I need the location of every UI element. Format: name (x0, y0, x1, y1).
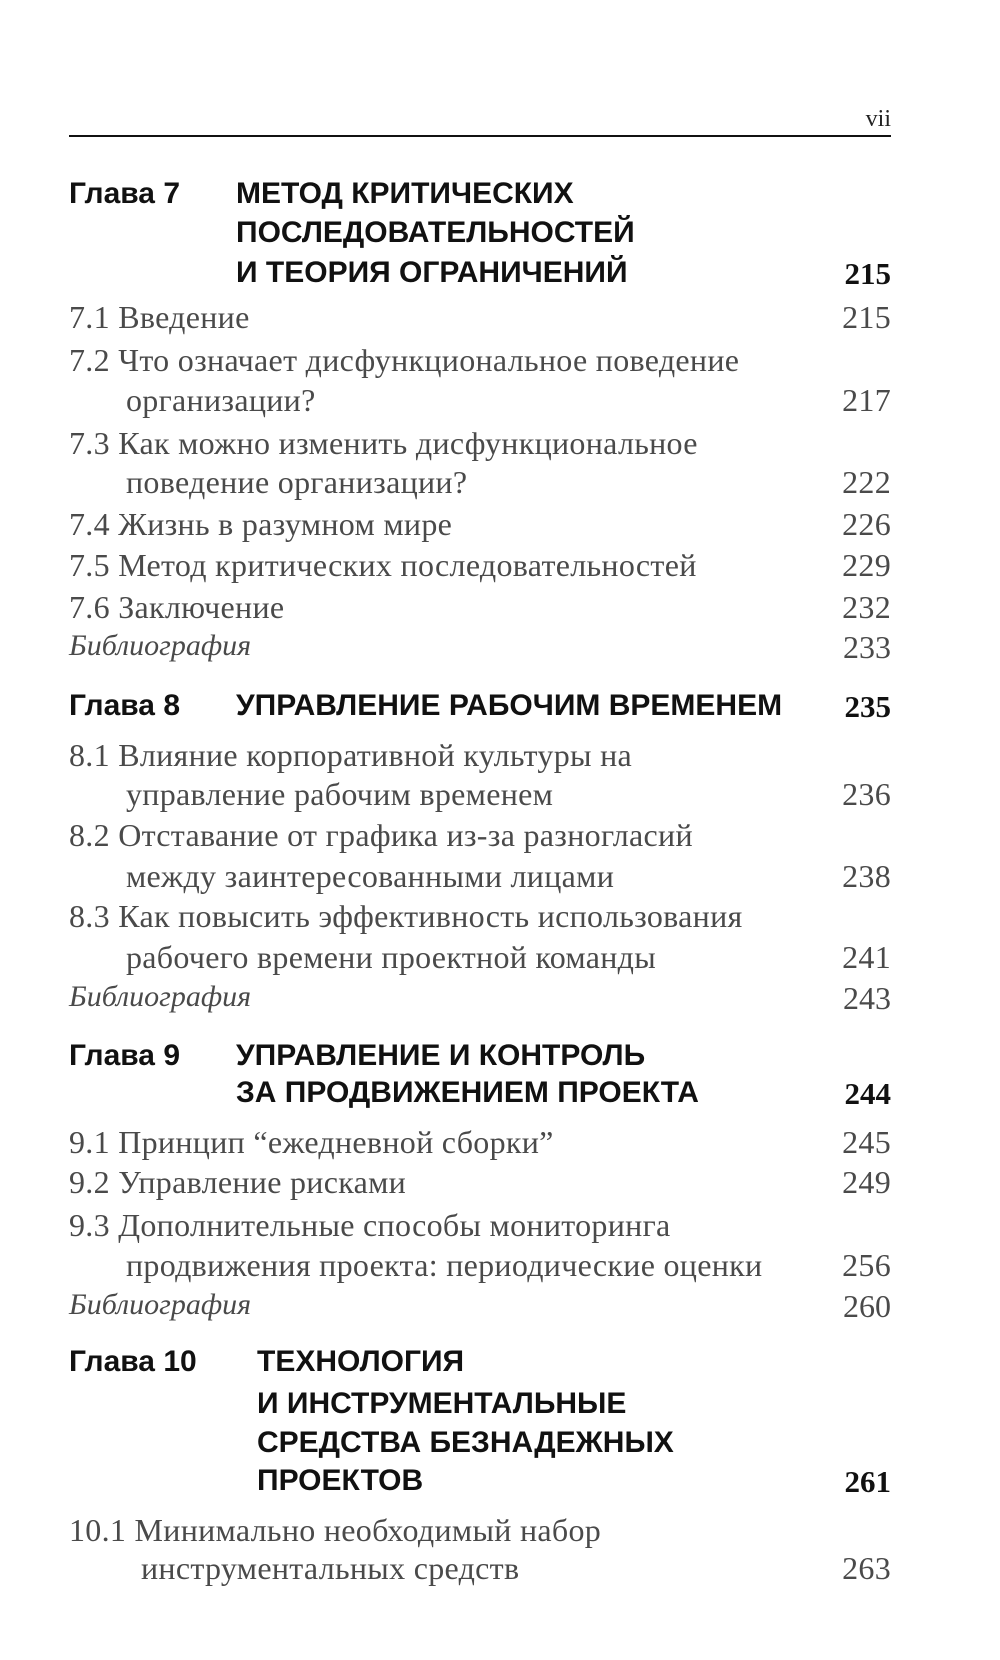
chapter-page: 261 (844, 1464, 891, 1499)
toc-entry-8-2-cont[interactable] (69, 858, 891, 898)
toc-entry-8-3-cont[interactable] (69, 939, 891, 979)
entry-text: Как можно изменить дисфункциональное (118, 425, 698, 461)
entry-page: 236 (842, 776, 891, 812)
entry-number: 7.5 (69, 547, 110, 583)
entry-text: Влияние корпоративной культуры на (118, 737, 633, 773)
bibliography-label: Библиография (69, 980, 252, 1013)
chapter-10-heading-cont (69, 1464, 891, 1504)
toc-entry-7-1[interactable] (69, 299, 891, 339)
chapter-title: ТЕХНОЛОГИЯ (257, 1345, 465, 1378)
chapter-title: УПРАВЛЕНИЕ И КОНТРОЛЬ (236, 1039, 646, 1072)
chapter-title: СРЕДСТВА БЕЗНАДЕЖНЫХ (257, 1426, 674, 1459)
entry-page: 243 (843, 980, 891, 1016)
chapter-7-heading (69, 177, 891, 217)
toc-entry-9-3[interactable] (69, 1207, 891, 1247)
entry-text: рабочего времени проектной команды (126, 939, 657, 975)
toc-bibliography-7[interactable] (69, 629, 891, 669)
entry-number: 8.1 (69, 737, 110, 773)
entry-page: 263 (842, 1550, 891, 1586)
toc-entry-8-3[interactable] (69, 898, 891, 938)
toc-entry-9-2[interactable] (69, 1164, 891, 1204)
entry-page: 229 (842, 547, 891, 583)
toc-entry-7-6[interactable] (69, 589, 891, 629)
bibliography-label: Библиография (69, 629, 252, 662)
toc-entry-7-5[interactable] (69, 547, 891, 587)
chapter-page: 244 (844, 1076, 891, 1111)
page-number: vii (865, 106, 891, 132)
entry-text: Введение (118, 299, 250, 335)
toc-entry-7-2-cont[interactable] (69, 382, 891, 422)
chapter-9-heading (69, 1039, 891, 1079)
entry-number: 10.1 (69, 1512, 127, 1548)
toc-entry-9-3-cont[interactable] (69, 1247, 891, 1287)
chapter-title: МЕТОД КРИТИЧЕСКИХ (236, 177, 574, 210)
toc-entry-8-1-cont[interactable] (69, 776, 891, 816)
chapter-10-heading (69, 1345, 891, 1385)
chapter-page: 235 (844, 689, 891, 724)
toc-entry-9-1[interactable] (69, 1124, 891, 1164)
entry-page: 215 (842, 299, 891, 335)
entry-number: 9.2 (69, 1164, 110, 1200)
toc-bibliography-9[interactable] (69, 1288, 891, 1328)
entry-text: организации? (126, 382, 316, 418)
toc-entry-10-1-cont[interactable] (69, 1550, 891, 1590)
entry-text: Дополнительные способы мониторинга (118, 1207, 671, 1243)
entry-text: Как повысить эффективность использования (118, 898, 743, 934)
chapter-10-heading-cont (69, 1387, 891, 1427)
entry-page: 238 (842, 858, 891, 894)
entry-page: 245 (842, 1124, 891, 1160)
entry-number: 7.1 (69, 299, 110, 335)
entry-number: 8.2 (69, 817, 110, 853)
chapter-8-heading (69, 689, 891, 729)
entry-text: между заинтересованными лицами (126, 858, 615, 894)
entry-number: 9.1 (69, 1124, 110, 1160)
entry-page: 241 (842, 939, 891, 975)
entry-text: Отставание от графика из-за разногласий (118, 817, 693, 853)
entry-text: инструментальных средств (141, 1550, 520, 1586)
toc-entry-7-2[interactable] (69, 342, 891, 382)
toc-bibliography-8[interactable] (69, 980, 891, 1020)
entry-text: Что означает дисфункциональное поведение (118, 342, 740, 378)
entry-number: 9.3 (69, 1207, 110, 1243)
toc-entry-7-4[interactable] (69, 506, 891, 546)
bibliography-label: Библиография (69, 1288, 252, 1321)
chapter-label: Глава 8 (69, 689, 181, 722)
entry-text: продвижения проекта: периодические оценки (126, 1247, 763, 1283)
entry-page: 217 (842, 382, 891, 418)
chapter-title: ПРОЕКТОВ (257, 1464, 424, 1497)
toc-entry-7-3-cont[interactable] (69, 464, 891, 504)
entry-page: 249 (842, 1164, 891, 1200)
chapter-7-heading-cont (69, 216, 891, 256)
entry-text: Метод критических последовательностей (118, 547, 697, 583)
chapter-title: И ИНСТРУМЕНТАЛЬНЫЕ (257, 1387, 627, 1420)
toc-entry-10-1[interactable] (69, 1512, 891, 1552)
header-rule (69, 135, 891, 137)
entry-text: Заключение (118, 589, 285, 625)
entry-number: 8.3 (69, 898, 110, 934)
chapter-title: И ТЕОРИЯ ОГРАНИЧЕНИЙ (236, 256, 628, 289)
chapter-page: 215 (844, 256, 891, 291)
entry-page: 256 (842, 1247, 891, 1283)
entry-number: 7.4 (69, 506, 110, 542)
entry-page: 226 (842, 506, 891, 542)
entry-text: Принцип “ежедневной сборки” (118, 1124, 554, 1160)
chapter-label: Глава 7 (69, 177, 181, 210)
toc-entry-8-1[interactable] (69, 737, 891, 777)
chapter-label: Глава 10 (69, 1345, 197, 1378)
toc-entry-8-2[interactable] (69, 817, 891, 857)
chapter-title: УПРАВЛЕНИЕ РАБОЧИМ ВРЕМЕНЕМ (236, 689, 783, 722)
entry-number: 7.2 (69, 342, 110, 378)
toc-entry-7-3[interactable] (69, 425, 891, 465)
entry-page: 260 (843, 1288, 891, 1324)
entry-text: Управление рисками (118, 1164, 407, 1200)
entry-text: управление рабочим временем (126, 776, 554, 812)
chapter-title: ПОСЛЕДОВАТЕЛЬНОСТЕЙ (236, 216, 635, 249)
chapter-label: Глава 9 (69, 1039, 181, 1072)
entry-text: Минимально необходимый набор (134, 1512, 602, 1548)
entry-text: Жизнь в разумном мире (118, 506, 453, 542)
entry-number: 7.3 (69, 425, 110, 461)
chapter-title: ЗА ПРОДВИЖЕНИЕМ ПРОЕКТА (236, 1076, 699, 1109)
entry-page: 233 (843, 629, 891, 665)
chapter-7-heading-cont (69, 256, 891, 296)
entry-number: 7.6 (69, 589, 110, 625)
chapter-10-heading-cont (69, 1426, 891, 1466)
entry-text: поведение организации? (126, 464, 468, 500)
chapter-9-heading-cont (69, 1076, 891, 1116)
entry-page: 222 (842, 464, 891, 500)
entry-page: 232 (842, 589, 891, 625)
